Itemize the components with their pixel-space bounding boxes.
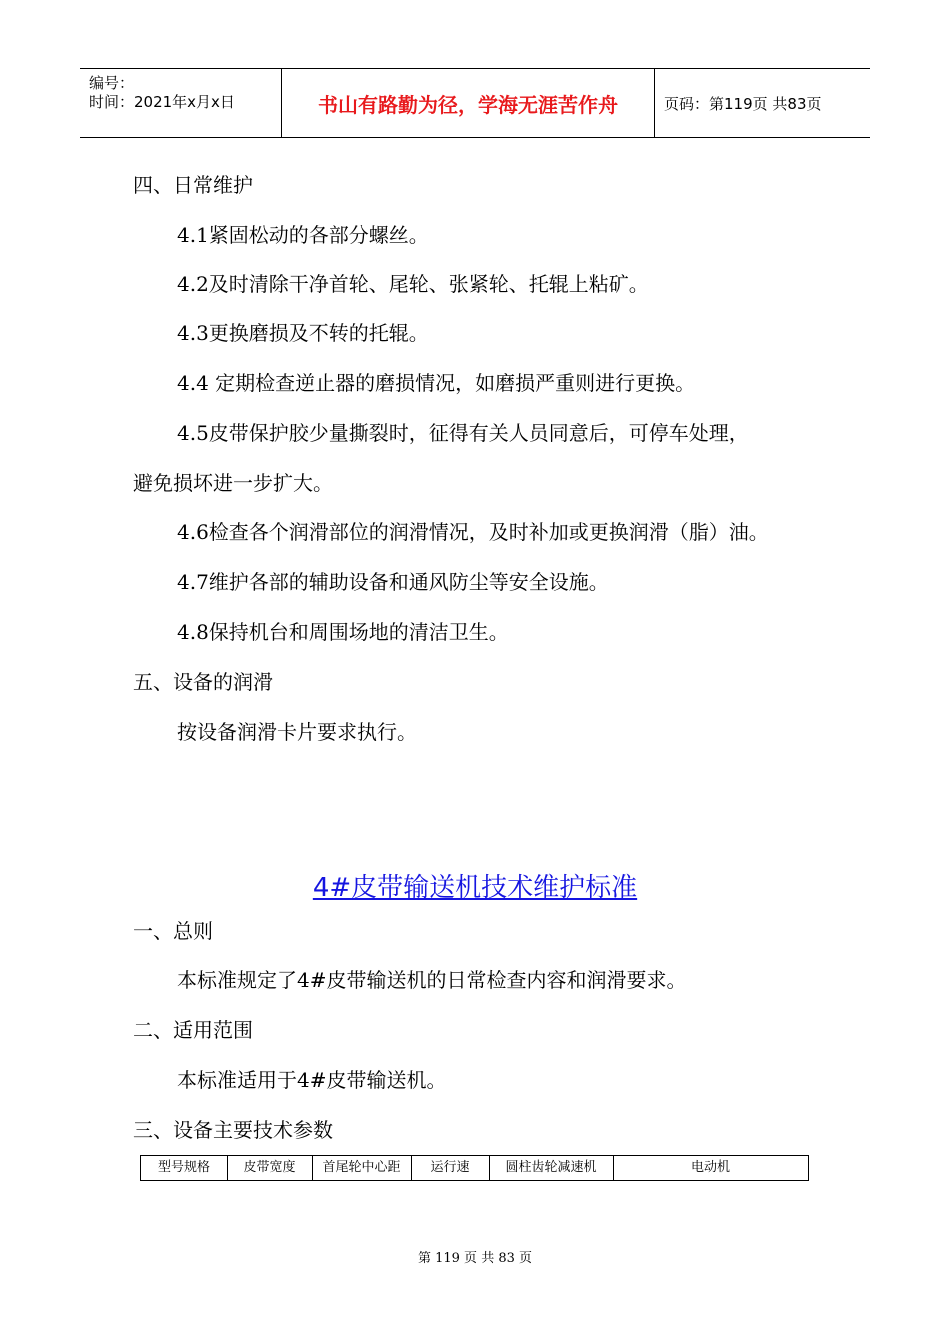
- list-item: 4.5皮带保护胶少量撕裂时，征得有关人员同意后，可停车处理，: [177, 421, 749, 445]
- scope-heading: 二、适用范围: [133, 1018, 253, 1042]
- params-heading: 三、设备主要技术参数: [133, 1118, 333, 1142]
- list-item-continuation: 避免损坏进一步扩大。: [133, 471, 333, 495]
- section5-text: 按设备润滑卡片要求执行。: [177, 720, 417, 744]
- table-header-cell: 皮带宽度: [227, 1156, 313, 1180]
- page-footer: 第 119 页 共 83 页: [417, 1251, 533, 1266]
- list-item: 4.4 定期检查逆止器的磨损情况，如磨损严重则进行更换。: [177, 371, 696, 395]
- document-title: 4#皮带输送机技术维护标准: [312, 873, 638, 903]
- list-item: 4.2及时清除干净首轮、尾轮、张紧轮、托辊上粘矿。: [177, 272, 649, 296]
- list-item: 4.3更换磨损及不转的托辊。: [177, 321, 429, 345]
- general-heading: 一、总则: [133, 919, 213, 943]
- table-header-cell: 圆柱齿轮减速机: [489, 1156, 614, 1180]
- number-label: 编号：: [89, 74, 135, 92]
- header-motto: 书山有路勤为径，学海无涯苦作舟: [282, 69, 655, 137]
- table-header-cell: 首尾轮中心距: [312, 1156, 412, 1180]
- general-text: 本标准规定了4#皮带输送机的日常检查内容和润滑要求。: [177, 968, 687, 992]
- section4-heading: 四、日常维护: [133, 173, 253, 197]
- table-header-cell: 电动机: [690, 1160, 730, 1175]
- list-item: 4.6检查各个润滑部位的润滑情况，及时补加或更换润滑（脂）油。: [177, 520, 769, 544]
- header-info-cell: [80, 69, 282, 137]
- header-page-info: 页码：第119页 共83页: [664, 95, 822, 113]
- scope-text: 本标准适用于4#皮带输送机。: [177, 1068, 447, 1092]
- list-item: 4.7维护各部的辅助设备和通风防尘等安全设施。: [177, 570, 609, 594]
- table-header-cell: 运行速: [411, 1156, 490, 1180]
- list-item: 4.1紧固松动的各部分螺丝。: [177, 223, 429, 247]
- header-table: [80, 68, 870, 138]
- section5-heading: 五、设备的润滑: [133, 670, 273, 694]
- list-item: 4.8保持机台和周围场地的清洁卫生。: [177, 620, 509, 644]
- table-header-cell: 型号规格: [141, 1156, 228, 1180]
- time-label: 时间：2021年x月x日: [89, 93, 235, 111]
- params-table: [140, 1155, 809, 1181]
